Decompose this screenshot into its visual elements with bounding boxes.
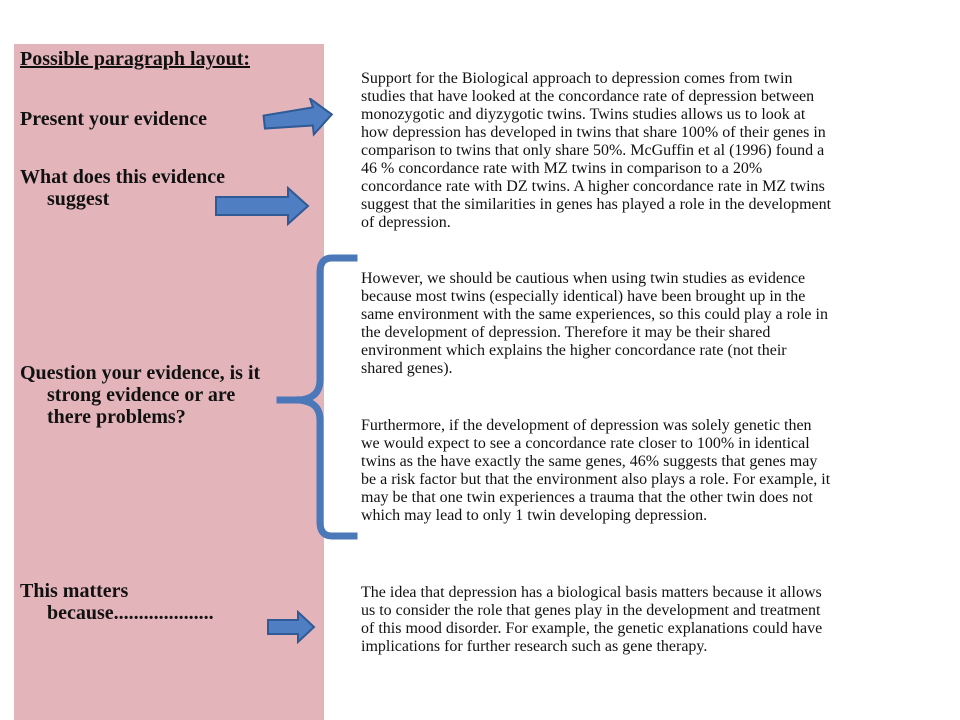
step-question-evidence-line1: Question your evidence, is it — [20, 362, 261, 384]
furthermore-line: which may lead to only 1 twin developing depression. — [361, 507, 708, 524]
however-line: shared genes). — [361, 360, 453, 377]
curly-brace-icon — [276, 252, 360, 542]
evidence-line: comparison to twins that only share 50%. McGuffin et al (1996) found a — [361, 142, 825, 159]
evidence-line: studies that have looked at the concordance rate of depression between — [361, 88, 815, 105]
furthermore-line: Furthermore, if the development of depression was solely genetic then — [361, 417, 812, 434]
step-question-evidence-line3: there problems? — [47, 406, 186, 428]
step-question-evidence-line2: strong evidence or are — [47, 384, 236, 406]
matters-line: us to consider the role that genes play in the development and treatment — [361, 602, 821, 619]
matters-line: The idea that depression has a biological basis matters because it allows — [361, 584, 822, 601]
evidence-paragraph — [361, 70, 953, 232]
however-line: because most twins (especially identical) have been brought up in the — [361, 288, 806, 305]
however-line: However, we should be cautious when using twin studies as evidence — [361, 270, 806, 287]
evidence-line: Support for the Biological approach to depression comes from twin — [361, 70, 793, 87]
step-evidence-suggest-line2: suggest — [47, 188, 110, 210]
step-evidence-suggest-line1: What does this evidence — [20, 166, 225, 188]
step-evidence-suggest — [20, 166, 225, 210]
matters-line: implications for further research such as gene therapy. — [361, 638, 708, 655]
step-question-evidence — [20, 362, 260, 428]
matters-paragraph — [361, 584, 953, 656]
right-arrow-icon — [214, 186, 310, 226]
evidence-line: how depression has developed in twins that share 100% of their genes in — [361, 124, 826, 141]
furthermore-line: be a risk factor but that the environment also plays a role. For example, it — [361, 471, 831, 488]
furthermore-line: may be that one twin experiences a trauma that the other twin does not — [361, 489, 813, 506]
step-present-evidence-label: Present your evidence — [20, 108, 208, 130]
step-this-matters-line2: because.................... — [47, 602, 214, 624]
evidence-line: of depression. — [361, 214, 451, 231]
furthermore-paragraph — [361, 417, 953, 525]
evidence-line: suggest that the similarities in genes has played a role in the development — [361, 196, 832, 213]
layout-title — [20, 48, 250, 70]
matters-line: of this mood disorder. For example, the genetic explanations could have — [361, 620, 823, 637]
furthermore-line: we would expect to see a concordance rate closer to 100% in identical — [361, 435, 810, 452]
evidence-line: concordance rate with DZ twins. A higher concordance rate in MZ twins — [361, 178, 825, 195]
layout-title-text: Possible paragraph layout: — [20, 48, 251, 70]
however-line: environment which explains the higher concordance rate (not their — [361, 342, 787, 359]
step-present-evidence — [20, 108, 207, 130]
however-paragraph — [361, 270, 953, 378]
evidence-line: 46 % concordance rate with MZ twins in comparison to a 20% — [361, 160, 763, 177]
however-line: same environment with the same experiences, so this could play a role in — [361, 306, 828, 323]
right-arrow-icon — [266, 610, 316, 644]
right-arrow-icon — [262, 98, 334, 140]
step-this-matters-line1: This matters — [20, 580, 129, 602]
furthermore-line: twins as the have exactly the same genes, 46% suggests that genes may — [361, 453, 818, 470]
step-this-matters — [20, 580, 214, 624]
evidence-line: monozygotic and diyzygotic twins. Twins studies allows us to look at — [361, 106, 806, 123]
however-line: the development of depression. Therefore it may be their shared — [361, 324, 771, 341]
